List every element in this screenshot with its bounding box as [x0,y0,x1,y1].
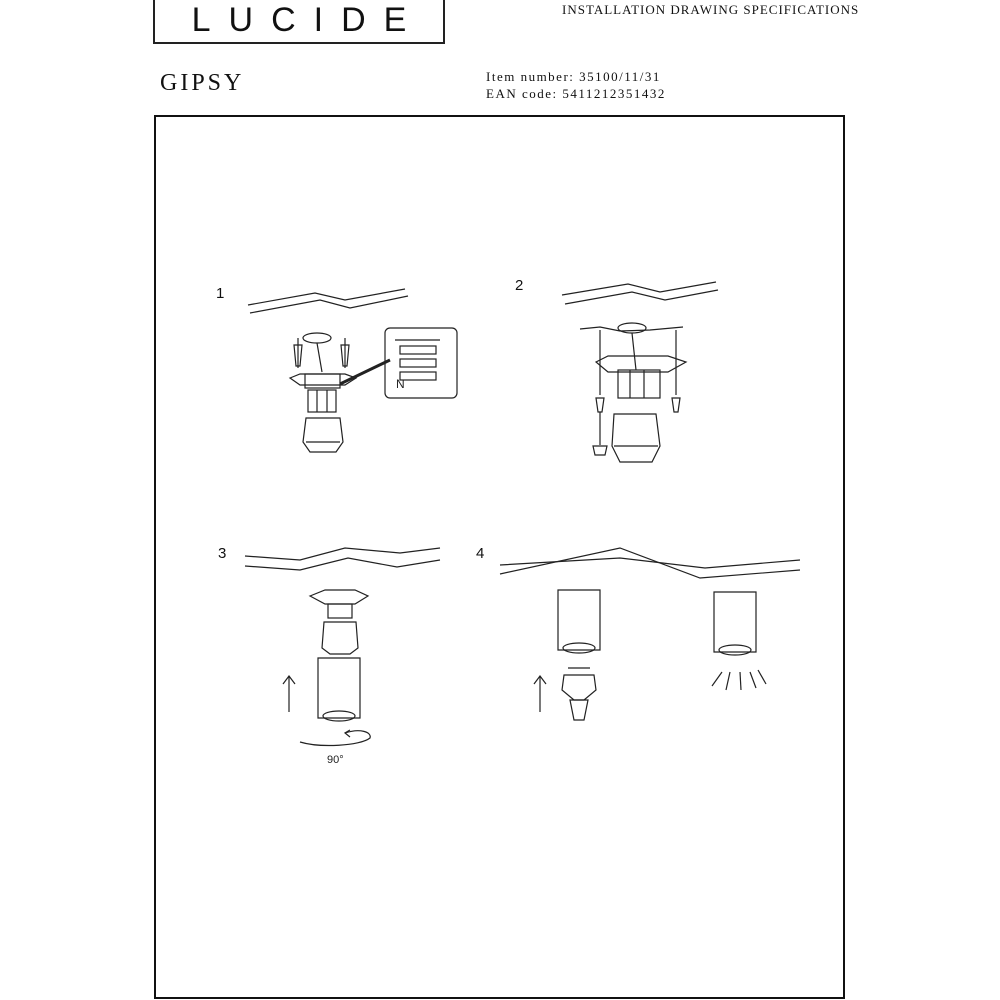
rotation-label: 90° [327,754,344,766]
item-number: Item number: 35100/11/31 [486,69,661,84]
step-3-diagram [218,545,440,766]
step-2-diagram [515,277,718,462]
step-4-diagram [476,545,800,720]
product-name: GIPSY [160,70,245,96]
step-1-diagram [216,285,457,452]
step-4-number: 4 [476,545,485,562]
brand-logo-text: LUCIDE [191,1,425,39]
neutral-label: N [396,377,405,391]
ean-code: EAN code: 5411212351432 [486,86,666,101]
step-2-number: 2 [515,277,524,294]
document-title: INSTALLATION DRAWING SPECIFICATIONS [562,2,860,17]
step-1-number: 1 [216,285,225,302]
step-3-number: 3 [218,545,227,562]
